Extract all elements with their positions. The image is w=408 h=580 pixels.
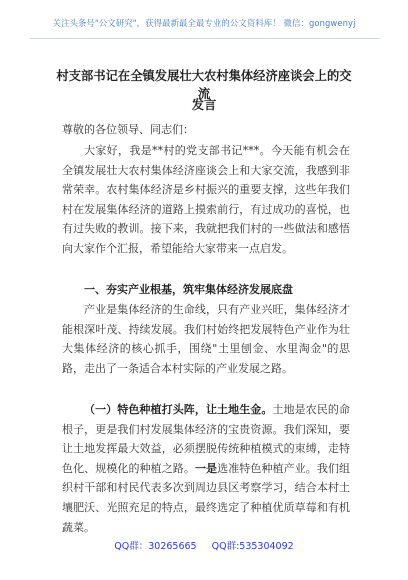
subsection1-tail: 选准特色种植产业。我们组织村干部和村民代表多次到周边县区考察学习，结合本村土壤肥沃、光照充足的特点，最终选定了种植优质草莓和有机蔬菜。: [62, 461, 351, 534]
footer-qq-group-2: QQ群:535304092: [211, 541, 294, 552]
section1-body: 产业是集体经济的生命线，只有产业兴旺，集体经济才能根深叶茂、持续发展。我们村始终把发展特色产业作为壮大集体经济的核心抓手，围绕"土里刨金、水里淘金"的思路，走出了一条适合本村实际的产业发展之路。: [62, 303, 350, 375]
salutation: 尊敬的各位领导、同志们：: [62, 123, 194, 136]
header-divider: [30, 38, 380, 39]
subsection1-highlight: 一是: [194, 461, 218, 475]
subsection1-body: 土地是农民的命根子，更是我们村发展集体经济的宝贵资源。我们深知，要让土地发挥最大效益，必须摆脱传统种植模式的束缚，走特色化、规模化的种植之路。: [62, 403, 351, 475]
subsection1-paragraph: [62, 400, 350, 537]
header-note: 关注头条号"公文研究"，获得最新最全最专业的公文资料库！ 微信：gongwenyj: [52, 18, 356, 28]
footer-contacts: [0, 538, 408, 552]
footer-qq-group-1: QQ群：30265665: [114, 541, 197, 552]
section1-heading: 一、夯实产业根基，筑牢集体经济发展底盘: [84, 283, 293, 296]
document-title-line2: 发言: [191, 97, 217, 112]
document-title-line1: 村支部书记在全镇发展壮大农村集体经济座谈会上的交流: [56, 68, 352, 101]
intro-paragraph: 大家好，我是**村的党支部书记***。今天能有机会在全镇发展壮大农村集体经济座谈会上和大家交流，我感到非常荣幸。农村集体经济是乡村振兴的重要支撑，这些年我们村在发展集体经济的道路上摸索前行，有过成功的喜悦，也有过失败的教训。接下来，我就把我们村的一些做法和感悟向大家作个汇报，希望能给大家带来一点启发。: [62, 144, 350, 255]
subsection1-heading: （一）特色种植打头阵，让土地生金。: [84, 403, 273, 416]
